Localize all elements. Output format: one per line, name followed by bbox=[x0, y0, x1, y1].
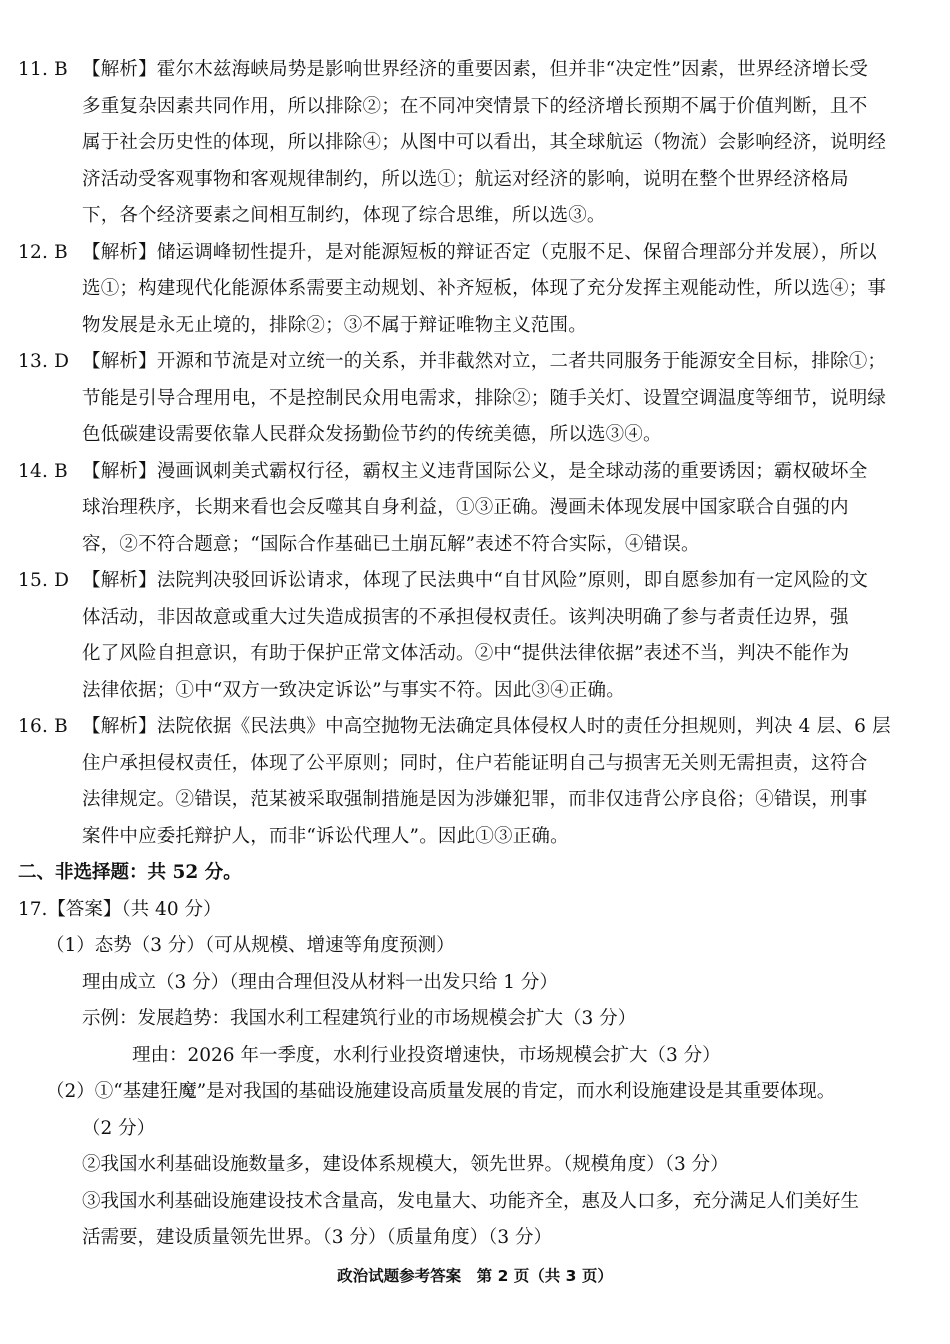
explanation-line: 下，各个经济要素之间相互制约，体现了综合思维，所以选③。 bbox=[82, 205, 606, 226]
explanation-line: 球治理秩序，长期来看也会反噬其自身利益，①③正确。漫画未体现发展中国家联合自强的内 bbox=[82, 497, 849, 518]
answer-line: （2）①“基建狂魔”是对我国的基础设施建设高质量发展的肯定，而水利设施建设是其重要体现。 bbox=[46, 1081, 836, 1102]
answer-line: （1）态势（3 分）（可从规模、增速等角度预测） bbox=[46, 935, 455, 956]
answer-line: 理由成立（3 分）（理由合理但没从材料一出发只给 1 分） bbox=[82, 971, 558, 993]
explanation-line: 【解析】储运调峰韧性提升，是对能源短板的辩证否定（克服不足、保留合理部分并发展），所以 bbox=[82, 241, 877, 263]
explanation-line: 案件中应委托辩护人，而非“诉讼代理人”。因此①③正确。 bbox=[82, 825, 569, 847]
page-footer: 政治试题参考答案 第 2 页（共 3 页） bbox=[337, 1267, 613, 1285]
question-number: 13. D bbox=[18, 351, 70, 372]
question-number: 15. D bbox=[18, 570, 70, 591]
explanation-line: 物发展是永无止境的，排除②；③不属于辩证唯物主义范围。 bbox=[82, 314, 587, 336]
explanation-line: 容，②不符合题意；“国际合作基础已土崩瓦解”表述不符合实际，④错误。 bbox=[82, 533, 700, 555]
answer-item bbox=[18, 454, 934, 564]
question-number: 14. B bbox=[18, 460, 68, 482]
answer-line: ③我国水利基础设施建设技术含量高，发电量大、功能齐全，惠及人口多，充分满足人们美好生 bbox=[82, 1190, 860, 1212]
question-number: 12. B bbox=[18, 241, 68, 263]
q17-header: 17.【答案】（共 40 分） bbox=[18, 898, 222, 920]
explanation-line: 法律依据；①中“双方一致决定诉讼”与事实不符。因此③④正确。 bbox=[82, 679, 625, 701]
answer-line: （2 分） bbox=[82, 1117, 156, 1139]
answer-line: 示例：发展趋势：我国水利工程建筑行业的市场规模会扩大（3 分） bbox=[82, 1008, 637, 1029]
explanation-line: 选①；构建现代化能源体系需要主动规划、补齐短板，体现了充分发挥主观能动性，所以选④；事 bbox=[82, 278, 887, 299]
explanation-line: 济活动受客观事物和客观规律制约，所以选①；航运对经济的影响，说明在整个世界经济格局 bbox=[82, 168, 849, 190]
q17-answer-lines bbox=[18, 928, 934, 1257]
explanation-line: 属于社会历史性的体现，所以排除④；从图中可以看出，其全球航运（物流）会影响经济，说明经 bbox=[82, 132, 887, 153]
answer-line: ②我国水利基础设施数量多，建设体系规模大，领先世界。（规模角度）（3 分） bbox=[82, 1154, 729, 1175]
explanation-line: 色低碳建设需要依靠人民群众发扬勤俭节约的传统美德，所以选③④。 bbox=[82, 424, 662, 445]
explanation-line: 【解析】霍尔木兹海峡局势是影响世界经济的重要因素，但并非“决定性”因素，世界经济增长受 bbox=[82, 59, 869, 80]
explanation-line: 体活动，非因故意或重大过失造成损害的不承担侵权责任。该判决明确了参与者责任边界，强 bbox=[82, 606, 849, 628]
answer-line: 理由：2026 年一季度，水利行业投资增速快，市场规模会扩大（3 分） bbox=[132, 1044, 721, 1066]
answer-item bbox=[18, 235, 934, 345]
answer-item bbox=[18, 344, 934, 454]
explanation-line: 节能是引导合理用电，不是控制民众用电需求，排除②；随手关灯、设置空调温度等细节，说明绿 bbox=[82, 387, 887, 409]
question-number: 11. B bbox=[18, 59, 68, 80]
explanation-line: 化了风险自担意识，有助于保护正常文体活动。②中“提供法律依据”表述不当，判决不能作为 bbox=[82, 643, 850, 664]
section-title: 二、非选择题：共 52 分。 bbox=[18, 862, 242, 883]
answer-item bbox=[18, 52, 934, 235]
explanation-line: 【解析】漫画讽刺美式霸权行径，霸权主义违背国际公义，是全球动荡的重要诱因；霸权破坏全 bbox=[82, 460, 868, 482]
answer-line: 活需要，建设质量领先世界。（3 分）（质量角度）（3 分） bbox=[82, 1227, 553, 1248]
explanation-line: 【解析】法院判决驳回诉讼请求，体现了民法典中“自甘风险”原则，即自愿参加有一定风险的文 bbox=[82, 570, 869, 591]
explanation-line: 【解析】开源和节流是对立统一的关系，并非截然对立，二者共同服务于能源安全目标，排除①； bbox=[82, 351, 887, 372]
explanation-line: 【解析】法院依据《民法典》中高空抛物无法确定具体侵权人时的责任分担规则，判决 4 层、6 层 bbox=[82, 716, 891, 737]
answer-item bbox=[18, 563, 934, 709]
explanation-line: 住户承担侵权责任，体现了公平原则；同时，住户若能证明自己与损害无关则无需担责，这符合 bbox=[82, 752, 868, 774]
choice-answers bbox=[18, 52, 934, 855]
answer-item bbox=[18, 709, 934, 855]
explanation-line: 法律规定。②错误，范某被采取强制措施是因为涉嫌犯罪，而非仅违背公序良俗；④错误，刑事 bbox=[82, 789, 868, 810]
answer-content bbox=[18, 52, 934, 1257]
explanation-line: 多重复杂因素共同作用，所以排除②；在不同冲突情景下的经济增长预期不属于价值判断，且不 bbox=[82, 95, 868, 117]
question-number: 16. B bbox=[18, 716, 68, 737]
